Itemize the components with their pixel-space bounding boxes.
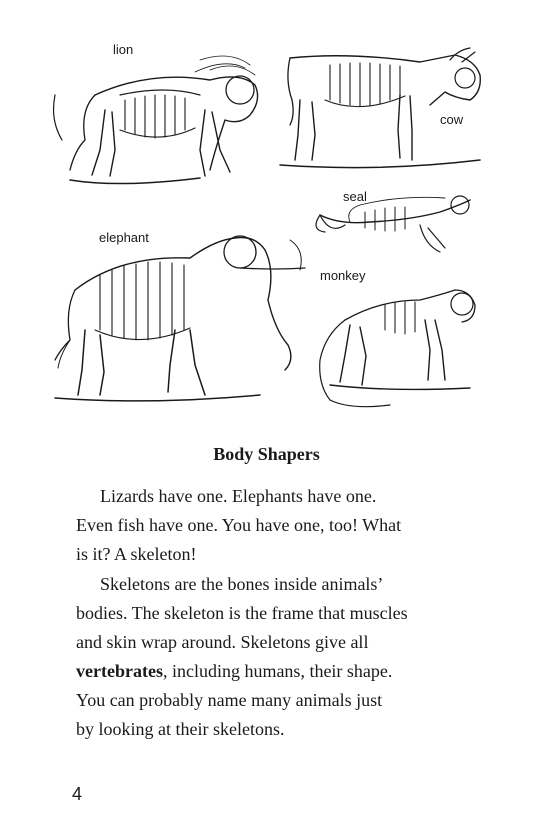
paragraph-2-line-5: You can probably name many animals just	[76, 690, 383, 710]
label-elephant: elephant	[99, 230, 149, 245]
label-lion: lion	[113, 42, 134, 57]
label-cow: cow	[440, 112, 464, 127]
monkey-skeleton-drawing	[320, 290, 475, 407]
elephant-skeleton-drawing	[55, 236, 305, 401]
section-title: Body Shapers	[213, 444, 320, 464]
paragraph-2	[76, 570, 496, 744]
vocab-term-vertebrates: vertebrates	[76, 661, 163, 681]
cow-skeleton-drawing	[280, 48, 480, 168]
paragraph-1	[76, 482, 496, 569]
label-seal: seal	[343, 189, 367, 204]
paragraph-2-line-4-rest: , including humans, their shape.	[162, 661, 393, 681]
paragraph-2-line-4	[76, 657, 496, 686]
paragraph-2-line-1: Skeletons are the bones inside animals’	[100, 574, 384, 594]
paragraph-2-line-3: and skin wrap around. Skeletons give all	[76, 632, 369, 652]
paragraph-1-line-2: Even fish have one. You have one, too! What	[76, 515, 402, 535]
seal-skeleton-drawing	[316, 196, 470, 252]
page-number: 4	[72, 784, 83, 804]
paragraph-2-line-6: by looking at their skeletons.	[76, 719, 285, 739]
paragraph-2-line-2: bodies. The skeleton is the frame that muscles	[76, 603, 408, 623]
paragraph-1-line-3: is it? A skeleton!	[76, 544, 197, 564]
label-monkey: monkey	[320, 268, 366, 283]
lion-skeleton-drawing	[54, 56, 258, 184]
paragraph-1-line-1: Lizards have one. Elephants have one.	[100, 486, 377, 506]
